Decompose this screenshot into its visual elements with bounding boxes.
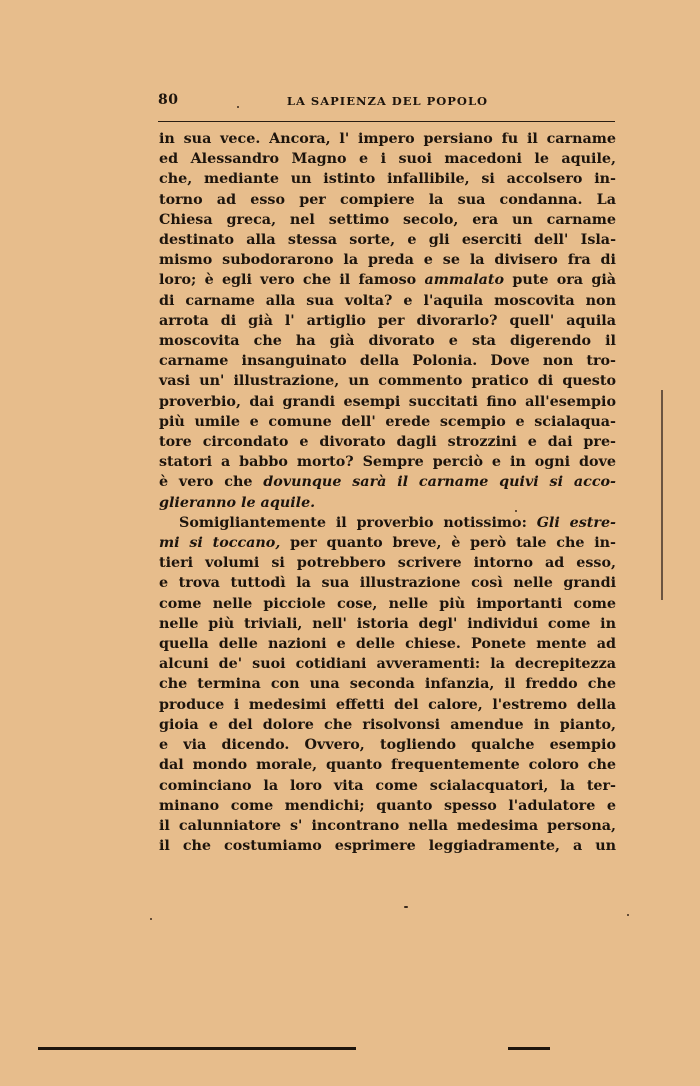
text-line: che, mediante un istinto infallibile, si accolsero in- — [159, 171, 616, 188]
page-number: 80 — [158, 92, 179, 108]
text-line: il che costumiamo esprimere leggiadramente, a un — [159, 838, 616, 855]
text-line: cominciano la loro vita come scialacquatori, la ter- — [159, 777, 616, 794]
text-line: alcuni de' suoi cotidiani avveramenti: la decrepitezza — [159, 656, 616, 673]
text-line: tieri volumi si potrebbero scrivere intorno ad esso, — [159, 555, 616, 572]
text-line: gioia e del dolore che risolvonsi amendue in pianto, — [159, 716, 616, 733]
text-line: loro; è egli vero che il famoso ammalato pute ora già — [159, 272, 617, 289]
text-line: minano come mendichi; quanto spesso l'adulatore e — [159, 797, 616, 814]
text-line: dal mondo morale, quanto frequentemente coloro che — [159, 757, 616, 774]
text-line: carname insanguinato della Polonia. Dove non tro- — [159, 353, 616, 370]
text-line: di carname alla sua volta? e l'aquila moscovita non — [159, 292, 616, 309]
body-text — [159, 129, 616, 856]
text-line: mi si toccano, per quanto breve, è però tale che in- — [159, 535, 616, 552]
text-line: proverbio, dai grandi esempi succitati fino all'esempio — [159, 393, 616, 410]
text-line: vasi un' illustrazione, un commento pratico di questo — [159, 373, 616, 390]
text-line: Chiesa greca, nel settimo secolo, era un carname — [159, 211, 616, 228]
text-line: come nelle picciole cose, nelle più importanti come — [159, 595, 616, 612]
text-line: statori a babbo morto? Sempre perciò e in ogni dove — [159, 454, 616, 471]
footer-rule-right — [508, 1047, 550, 1050]
ink-speck — [237, 106, 239, 108]
text-line: che termina con una seconda infanzia, il freddo che — [159, 676, 616, 693]
text-line: più umile e comune dell' erede scempio e scialaqua- — [159, 413, 616, 430]
text-line: destinato alla stessa sorte, e gli eserciti dell' Isla- — [159, 232, 616, 249]
ink-speck — [515, 510, 517, 512]
text-line: mismo subodorarono la preda e se la divisero fra di — [159, 252, 616, 269]
text-line: in sua vece. Ancora, l' impero persiano fu il carname — [159, 131, 616, 147]
header-rule — [158, 121, 615, 122]
margin-mark — [661, 390, 663, 600]
text-line: il calunniatore s' incontrano nella medesima persona, — [159, 817, 616, 834]
ink-speck — [150, 918, 152, 920]
text-line: e via dicendo. Ovvero, togliendo qualche esempio — [159, 737, 616, 754]
text-line: glieranno le aquile. — [159, 494, 316, 511]
text-line: moscovita che ha già divorato e sta digerendo il — [159, 333, 616, 350]
running-title: LA SAPIENZA DEL POPOLO — [286, 94, 489, 108]
text-line: e trova tuttodì la sua illustrazione così nelle grandi — [159, 575, 616, 592]
text-line: tore circondato e divorato dagli strozzini e dai pre- — [159, 434, 616, 451]
ink-speck — [627, 914, 629, 916]
text-line: quella delle nazioni e delle chiese. Ponete mente ad — [159, 636, 616, 653]
text-line: arrota di già l' artiglio per divorarlo? quell' aquila — [159, 312, 616, 329]
text-line: è vero che dovunque sarà il carname quivi si acco- — [159, 474, 616, 491]
ink-speck — [404, 906, 408, 908]
text-line: Somigliantemente il proverbio notissimo: Gli estre- — [179, 514, 616, 531]
text-line: nelle più triviali, nell' istoria degl' individui come in — [159, 615, 616, 632]
text-line: produce i medesimi effetti del calore, l'estremo della — [159, 696, 616, 713]
text-line: torno ad esso per compiere la sua condanna. La — [159, 191, 616, 208]
text-line: ed Alessandro Magno e i suoi macedoni le aquile, — [159, 151, 616, 168]
footer-rule-left — [38, 1047, 356, 1050]
